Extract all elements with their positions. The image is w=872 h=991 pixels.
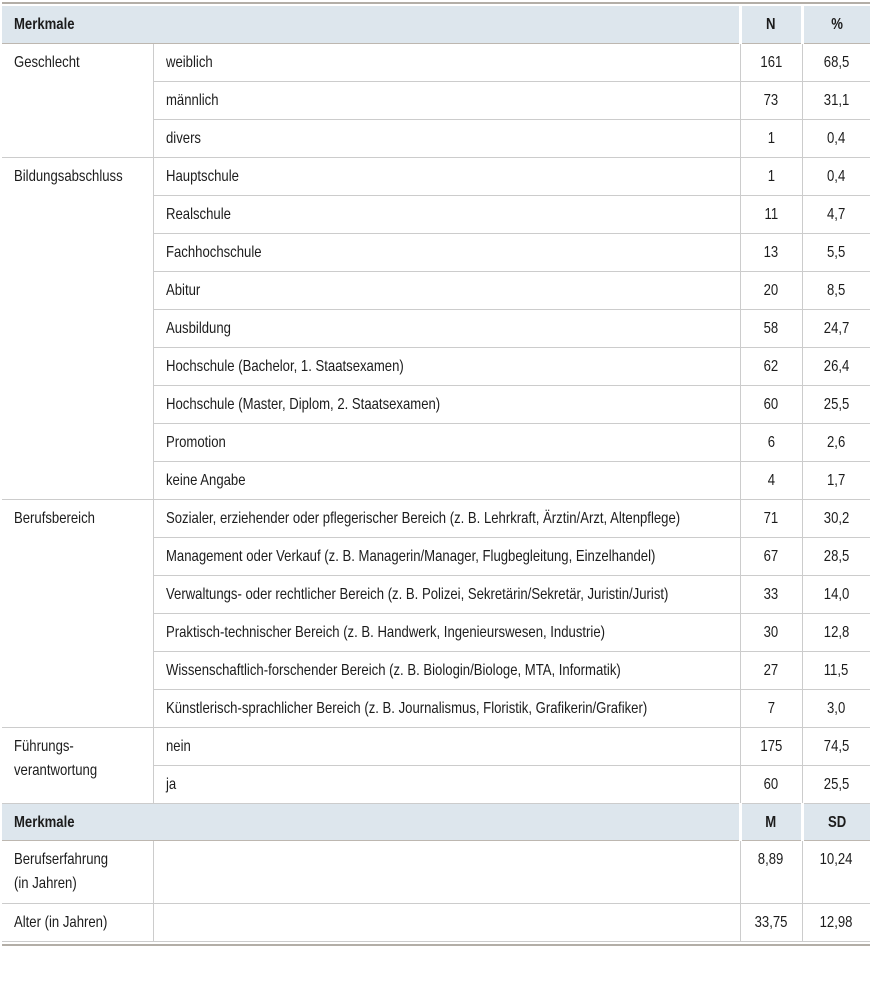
pct-value-cell: 24,7 bbox=[802, 309, 870, 347]
category-cell: Geschlecht bbox=[2, 43, 153, 157]
item-label-cell: Wissenschaftlich-forschender Bereich (z. B. Biologin/Biologe, MTA, Informatik) bbox=[153, 651, 740, 689]
pct-value-cell: 1,7 bbox=[802, 461, 870, 499]
item-label-cell: männlich bbox=[153, 81, 740, 119]
category-cell: Führungs- verantwortung bbox=[2, 727, 153, 803]
pct-value-cell: 4,7 bbox=[802, 195, 870, 233]
pct-value-cell: 3,0 bbox=[802, 689, 870, 727]
counts-header-merkmale: Merkmale bbox=[2, 6, 740, 43]
table-row bbox=[2, 840, 870, 903]
stats-header-m: M bbox=[740, 803, 802, 840]
table-row bbox=[2, 43, 870, 81]
table-row bbox=[2, 903, 870, 941]
item-label-cell: Abitur bbox=[153, 271, 740, 309]
item-label-cell: Fachhochschule bbox=[153, 233, 740, 271]
item-label-cell: keine Angabe bbox=[153, 461, 740, 499]
n-value-cell: 60 bbox=[740, 385, 802, 423]
n-value-cell: 33 bbox=[740, 575, 802, 613]
pct-value-cell: 26,4 bbox=[802, 347, 870, 385]
stats-header-merkmale: Merkmale bbox=[2, 803, 740, 840]
item-label-cell: Verwaltungs- oder rechtlicher Bereich (z. B. Polizei, Sekretärin/Sekretär, Juristin/Jurist) bbox=[153, 575, 740, 613]
category-cell: Bildungsabschluss bbox=[2, 157, 153, 499]
category-cell: Berufserfahrung (in Jahren) bbox=[2, 840, 153, 903]
item-label-cell: Hochschule (Master, Diplom, 2. Staatsexamen) bbox=[153, 385, 740, 423]
pct-value-cell: 2,6 bbox=[802, 423, 870, 461]
category-cell: Berufsbereich bbox=[2, 499, 153, 727]
stats-header bbox=[2, 803, 870, 840]
n-value-cell: 60 bbox=[740, 765, 802, 803]
n-value-cell: 6 bbox=[740, 423, 802, 461]
n-value-cell: 58 bbox=[740, 309, 802, 347]
counts-header-pct: % bbox=[802, 6, 870, 43]
n-value-cell: 20 bbox=[740, 271, 802, 309]
item-label-cell: Künstlerisch-sprachlicher Bereich (z. B. Journalismus, Floristik, Grafikerin/Grafiker) bbox=[153, 689, 740, 727]
sd-value-cell: 10,24 bbox=[802, 840, 870, 903]
demographics-table-frame bbox=[2, 2, 870, 946]
counts-header-n: N bbox=[740, 6, 802, 43]
stats-header-sd: SD bbox=[802, 803, 870, 840]
item-label-cell: Praktisch-technischer Bereich (z. B. Handwerk, Ingenieurswesen, Industrie) bbox=[153, 613, 740, 651]
item-label-cell: weiblich bbox=[153, 43, 740, 81]
pct-value-cell: 28,5 bbox=[802, 537, 870, 575]
item-label-cell: Sozialer, erziehender oder pflegerischer Bereich (z. B. Lehrkraft, Ärztin/Arzt, Altenpflege) bbox=[153, 499, 740, 537]
item-label-cell: Management oder Verkauf (z. B. Managerin/Manager, Flugbegleitung, Einzelhandel) bbox=[153, 537, 740, 575]
pct-value-cell: 25,5 bbox=[802, 765, 870, 803]
category-cell: Alter (in Jahren) bbox=[2, 903, 153, 941]
table-row bbox=[2, 727, 870, 765]
n-value-cell: 30 bbox=[740, 613, 802, 651]
item-label-cell: Hochschule (Bachelor, 1. Staatsexamen) bbox=[153, 347, 740, 385]
counts-header bbox=[2, 6, 870, 43]
item-label-cell: Promotion bbox=[153, 423, 740, 461]
pct-value-cell: 8,5 bbox=[802, 271, 870, 309]
n-value-cell: 67 bbox=[740, 537, 802, 575]
pct-value-cell: 5,5 bbox=[802, 233, 870, 271]
item-label-cell bbox=[153, 840, 740, 903]
counts-header-row bbox=[2, 6, 870, 43]
pct-value-cell: 11,5 bbox=[802, 651, 870, 689]
pct-value-cell: 68,5 bbox=[802, 43, 870, 81]
pct-value-cell: 0,4 bbox=[802, 157, 870, 195]
sd-value-cell: 12,98 bbox=[802, 903, 870, 941]
m-value-cell: 33,75 bbox=[740, 903, 802, 941]
counts-body bbox=[2, 43, 870, 803]
n-value-cell: 1 bbox=[740, 119, 802, 157]
item-label-cell: nein bbox=[153, 727, 740, 765]
item-label-cell bbox=[153, 903, 740, 941]
pct-value-cell: 0,4 bbox=[802, 119, 870, 157]
pct-value-cell: 12,8 bbox=[802, 613, 870, 651]
n-value-cell: 27 bbox=[740, 651, 802, 689]
m-value-cell: 8,89 bbox=[740, 840, 802, 903]
n-value-cell: 13 bbox=[740, 233, 802, 271]
n-value-cell: 4 bbox=[740, 461, 802, 499]
stats-header-row bbox=[2, 803, 870, 840]
item-label-cell: divers bbox=[153, 119, 740, 157]
n-value-cell: 1 bbox=[740, 157, 802, 195]
n-value-cell: 175 bbox=[740, 727, 802, 765]
stats-body bbox=[2, 840, 870, 941]
item-label-cell: Hauptschule bbox=[153, 157, 740, 195]
n-value-cell: 73 bbox=[740, 81, 802, 119]
n-value-cell: 11 bbox=[740, 195, 802, 233]
table-row bbox=[2, 499, 870, 537]
table-row bbox=[2, 157, 870, 195]
item-label-cell: Realschule bbox=[153, 195, 740, 233]
n-value-cell: 71 bbox=[740, 499, 802, 537]
n-value-cell: 7 bbox=[740, 689, 802, 727]
demographics-table bbox=[2, 6, 870, 942]
pct-value-cell: 74,5 bbox=[802, 727, 870, 765]
pct-value-cell: 25,5 bbox=[802, 385, 870, 423]
n-value-cell: 161 bbox=[740, 43, 802, 81]
item-label-cell: ja bbox=[153, 765, 740, 803]
item-label-cell: Ausbildung bbox=[153, 309, 740, 347]
pct-value-cell: 31,1 bbox=[802, 81, 870, 119]
pct-value-cell: 14,0 bbox=[802, 575, 870, 613]
n-value-cell: 62 bbox=[740, 347, 802, 385]
pct-value-cell: 30,2 bbox=[802, 499, 870, 537]
